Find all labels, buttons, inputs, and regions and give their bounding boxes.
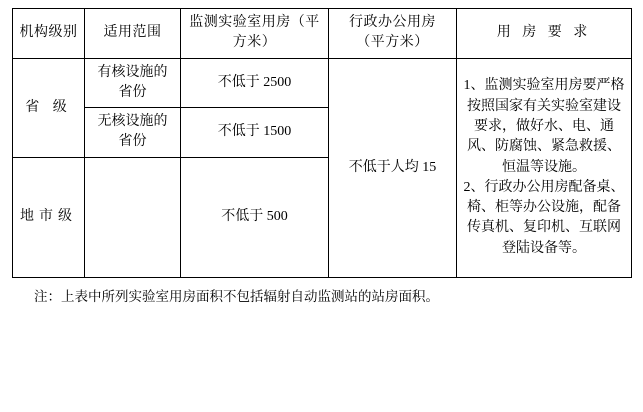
- cell-scope-with-nuclear: 有核设施的省份: [85, 58, 181, 108]
- column-header-institution-level: 机构级别: [13, 9, 85, 59]
- column-header-office-area: 行政办公用房（平方米）: [329, 9, 457, 59]
- column-header-scope: 适用范围: [85, 9, 181, 59]
- column-header-requirements: 用 房 要 求: [457, 9, 632, 59]
- cell-level-provincial: 省 级: [13, 58, 85, 157]
- table-header-row: [13, 9, 632, 59]
- requirement-item-1: 1、监测实验室用房要严格按照国家有关实验室建设要求，做好水、电、通风、防腐蚀、紧急救援、恒温等设施。: [463, 78, 625, 175]
- requirement-item-2: 2、行政办公用房配备桌、椅、柜等办公设施，配备传真机、复印机、互联网登陆设备等。: [463, 179, 625, 256]
- column-header-lab-area: 监测实验室用房（平方米）: [181, 9, 329, 59]
- facility-space-table: [12, 8, 632, 278]
- cell-office-area: 不低于人均 15: [329, 58, 457, 277]
- cell-lab-area-500: 不低于 500: [181, 157, 329, 277]
- cell-scope-empty: [85, 157, 181, 277]
- cell-requirements: [457, 58, 632, 277]
- cell-level-municipal: 地市级: [13, 157, 85, 277]
- table-row: [13, 58, 632, 108]
- table-note: 注：上表中所列实验室用房面积不包括辐射自动监测站的站房面积。: [34, 288, 439, 304]
- cell-lab-area-2500: 不低于 2500: [181, 58, 329, 108]
- cell-scope-without-nuclear: 无核设施的省份: [85, 108, 181, 158]
- cell-lab-area-1500: 不低于 1500: [181, 108, 329, 158]
